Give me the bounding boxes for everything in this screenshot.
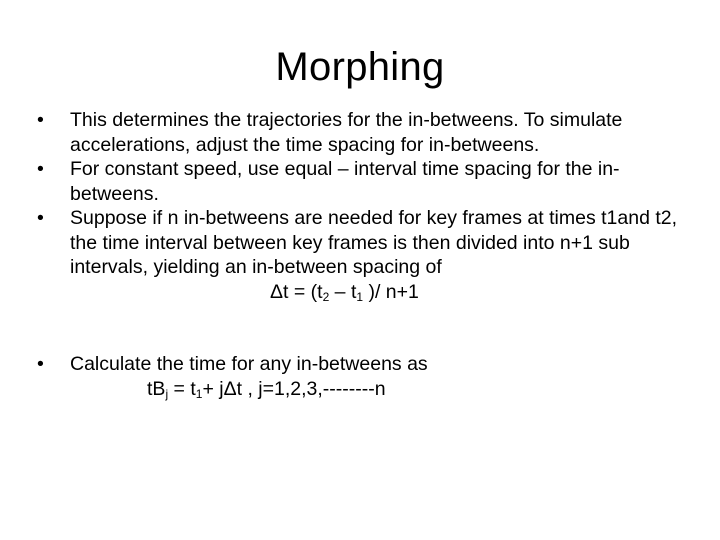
slide-title: Morphing — [275, 45, 445, 89]
formula-part: )/ n+1 — [363, 280, 419, 303]
formula-subscript: j — [165, 386, 169, 401]
bullet-dot: • — [37, 158, 44, 180]
bullet-text: For constant speed, use equal – interval time spacing for the in-betweens. — [70, 158, 620, 205]
formula-subscript: 2 — [322, 289, 330, 304]
formula-subscript: 1 — [195, 386, 203, 401]
bullet-list — [0, 108, 720, 401]
formula-part: – t — [329, 280, 357, 303]
formula-part: Δt = (t — [270, 280, 323, 303]
formula-part: + jΔt , j=1,2,3,--------n — [202, 377, 386, 400]
formula-part: tB — [147, 377, 166, 400]
spacing-formula — [70, 280, 690, 305]
formula-subscript: 1 — [356, 289, 364, 304]
time-formula — [70, 377, 690, 402]
bullet-text: Suppose if n in-betweens are needed for key frames at times t1and t2, the time interval between key frames is then divided into n+1 sub intervals, yielding an in-between spacing of — [70, 207, 678, 278]
bullet-dot: • — [37, 207, 44, 229]
bullet-text: This determines the trajectories for the in-betweens. To simulate accelerations, adjust the time spacing for in-betweens. — [70, 109, 623, 156]
bullet-item — [0, 157, 720, 206]
bullet-dot: • — [37, 109, 44, 131]
bullet-item — [0, 352, 720, 401]
bullet-dot: • — [37, 353, 44, 375]
formula-part: = t — [168, 377, 196, 400]
bullet-item — [0, 206, 720, 304]
bullet-text: Calculate the time for any in-betweens as — [70, 353, 428, 375]
bullet-item — [0, 108, 720, 157]
